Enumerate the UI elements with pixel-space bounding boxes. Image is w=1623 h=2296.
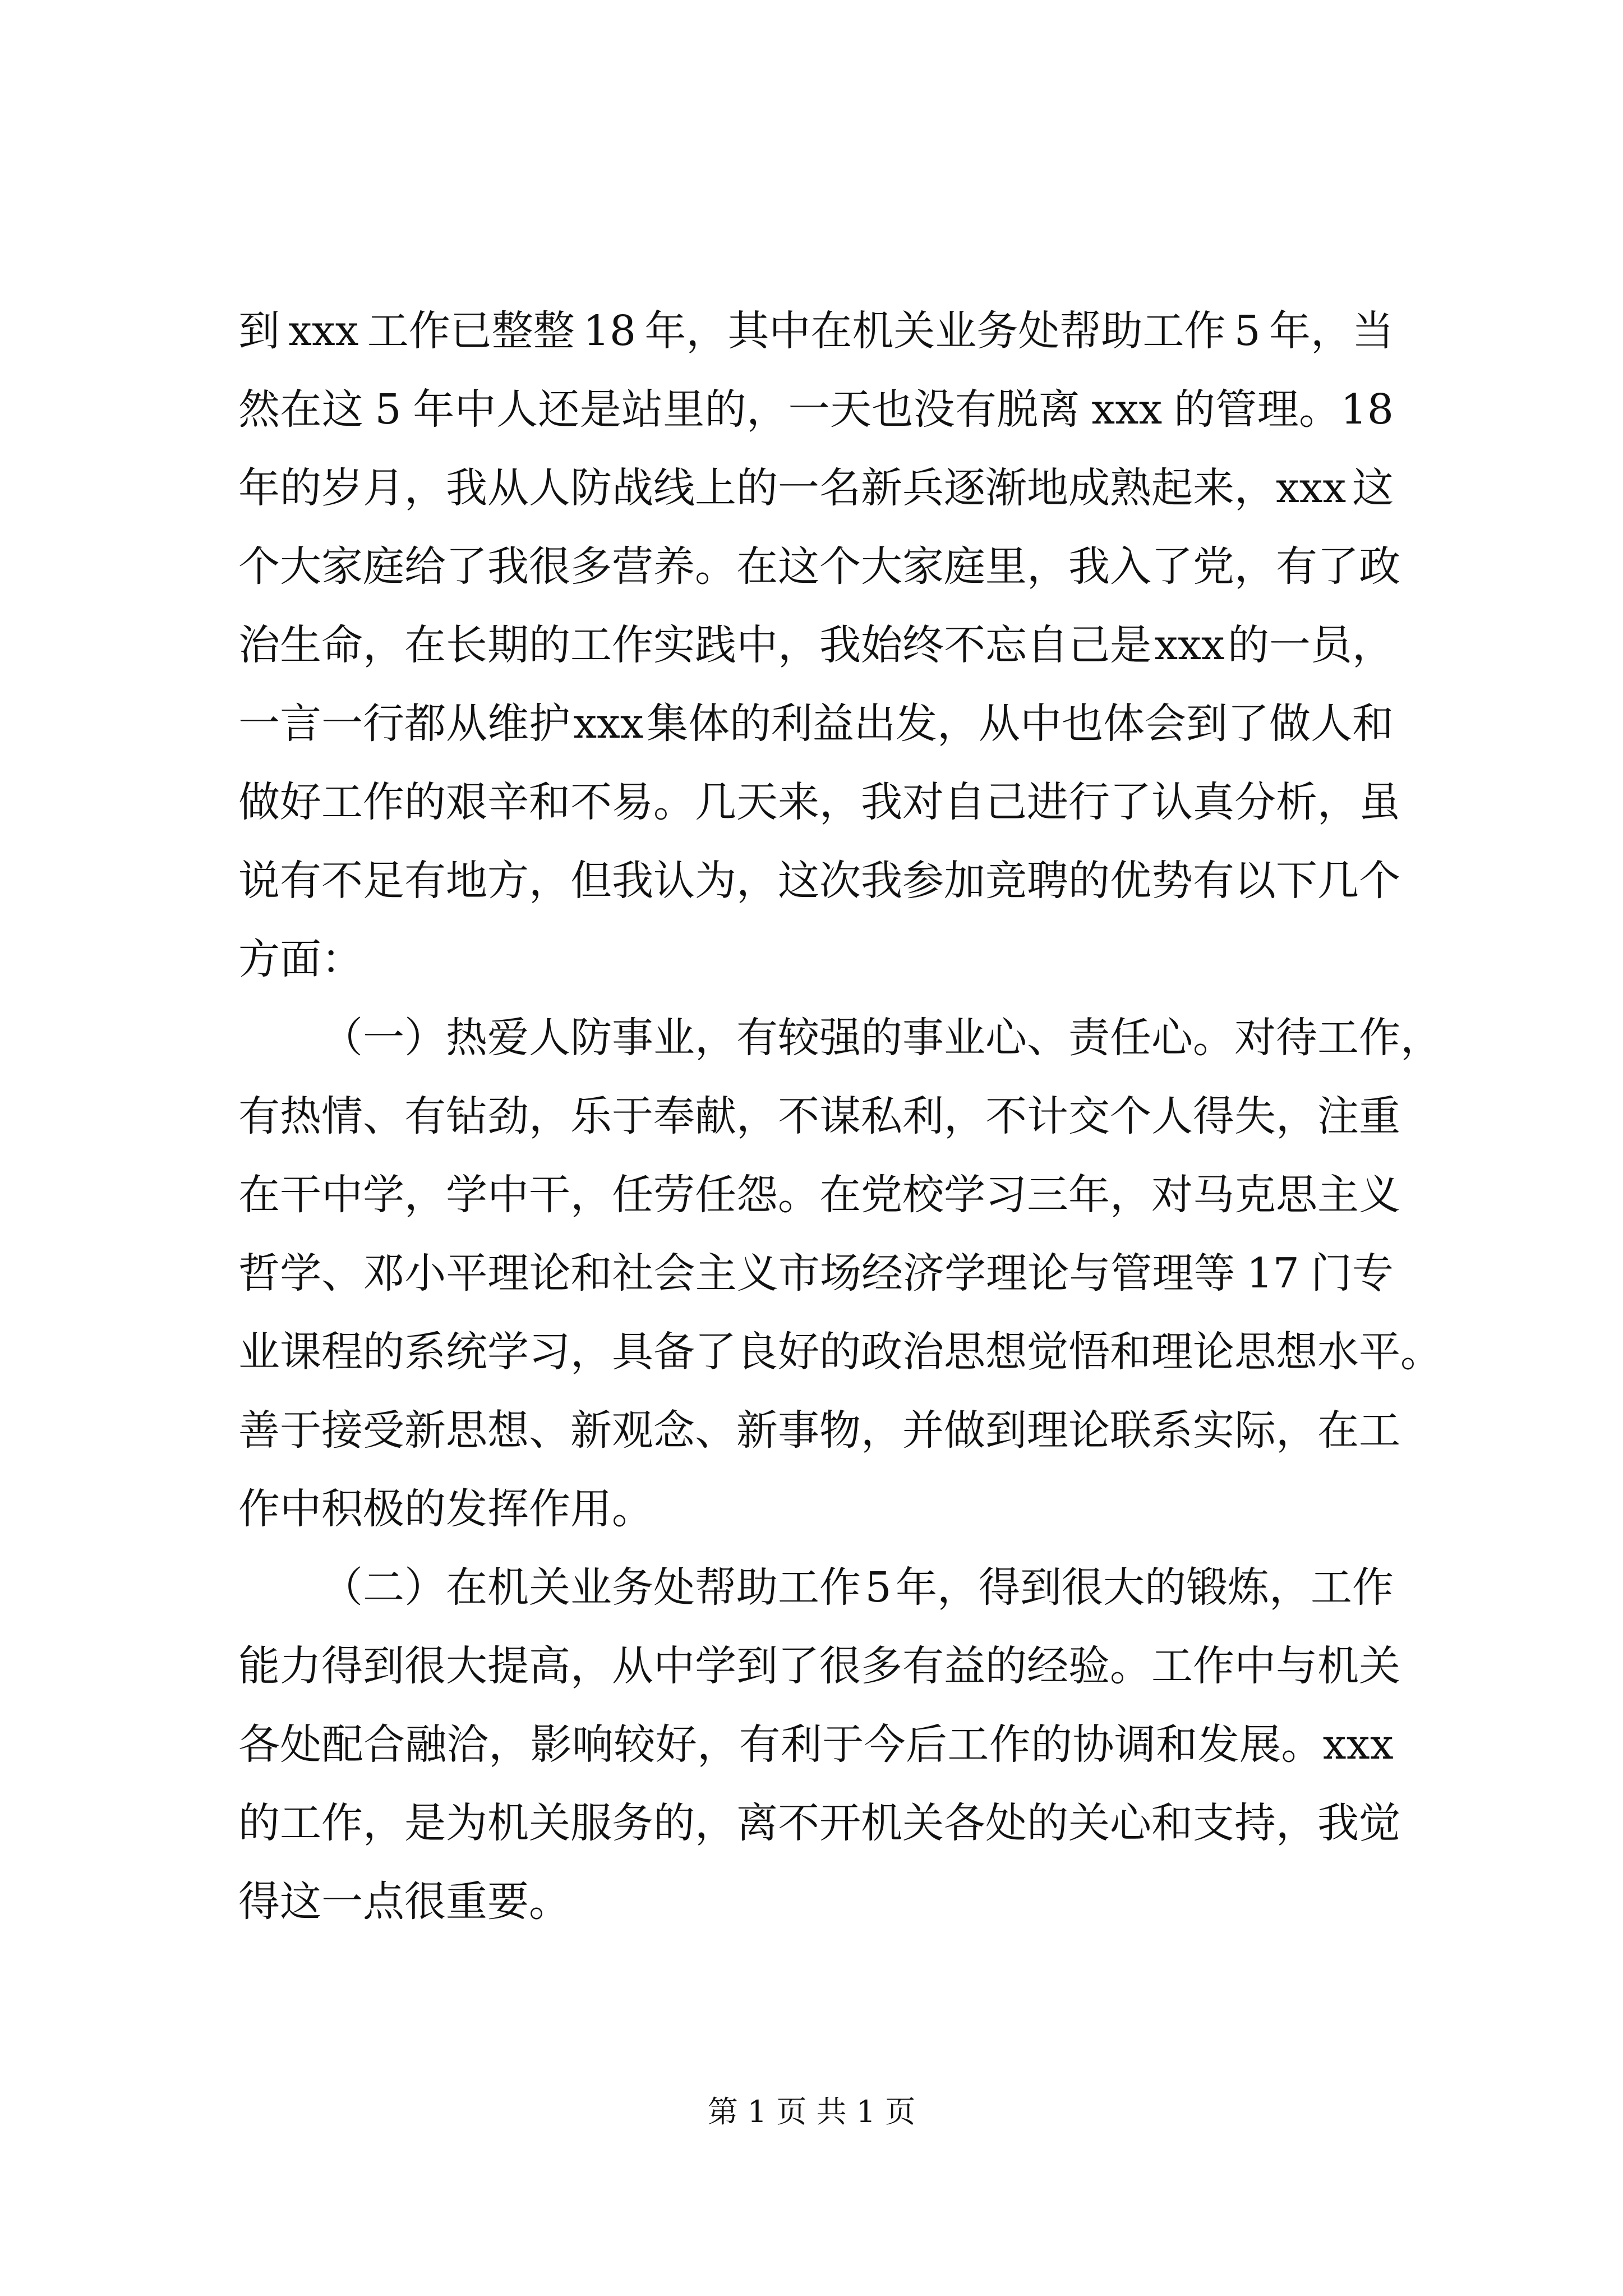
text-line: 作中积极的发挥作用。 <box>238 1485 653 1533</box>
text-line: （ 一 ） 热 爱 人 防 事 业 ， 有 较 强 的 事 业 心 、 责 任 心 。 对 待 工 作 ， <box>321 1014 1442 1062</box>
text-line: 得这一点很重要。 <box>238 1878 570 1926</box>
text-line: 能 力 得 到 很 大 提 高 ， 从 中 学 到 了 很 多 有 益 的 经 验 。 工 作 中 与 机 关 <box>238 1642 1400 1690</box>
page-footer: 第 1 页 共 1 页 <box>707 2094 916 2129</box>
text-line: 个 大 家 庭 给 了 我 很 多 营 养 。 在 这 个 大 家 庭 里 ， 我 入 了 党 ， 有 了 政 <box>238 542 1400 591</box>
text-line: 哲 学 、 邓 小 平 理 论 和 社 会 主 义 市 场 经 济 学 理 论 与 管 理 等 1 7 门 专 <box>238 1249 1394 1297</box>
text-line: 各 处 配 合 融 洽 ， 影 响 较 好 ， 有 利 于 今 后 工 作 的 协 调 和 发 展 。 x x x <box>238 1720 1394 1769</box>
text-line: 说 有 不 足 有 地 方 ， 但 我 认 为 ， 这 次 我 参 加 竞 聘 的 优 势 有 以 下 几 个 <box>238 857 1400 905</box>
text-line: 的 工 作 ， 是 为 机 关 服 务 的 ， 离 不 开 机 关 各 处 的 关 心 和 支 持 ， 我 觉 <box>238 1799 1400 1847</box>
text-line: 到 x x x 工 作 已 整 整 1 8 年 ， 其 中 在 机 关 业 务 处 帮 助 工 作 5 年 ， 当 <box>238 307 1394 355</box>
text-line: 然 在 这 5 年 中 人 还 是 站 里 的 ， 一 天 也 没 有 脱 离 x x x 的 管 理 。 1 8 <box>238 385 1394 434</box>
text-line: 业 课 程 的 系 统 学 习 ， 具 备 了 良 好 的 政 治 思 想 觉 悟 和 理 论 思 想 水 平 。 <box>238 1328 1442 1376</box>
text-line: 方面： <box>238 935 363 983</box>
text-line: 治 生 命 ， 在 长 期 的 工 作 实 践 中 ， 我 始 终 不 忘 自 己 是 x x x 的 一 员 ， <box>238 621 1394 669</box>
text-line: 在 干 中 学 ， 学 中 干 ， 任 劳 任 怨 。 在 党 校 学 习 三 年 ， 对 马 克 思 主 义 <box>238 1171 1400 1219</box>
text-line: 年 的 岁 月 ， 我 从 人 防 战 线 上 的 一 名 新 兵 逐 渐 地 成 熟 起 来 ， x x x 这 <box>238 464 1394 512</box>
paragraph <box>238 1548 1400 1941</box>
document-body <box>238 292 1442 1941</box>
paragraph <box>238 292 1400 999</box>
text-line: 做 好 工 作 的 艰 辛 和 不 易 。 几 天 来 ， 我 对 自 己 进 行 了 认 真 分 析 ， 虽 <box>238 778 1400 826</box>
text-line: （ 二 ） 在 机 关 业 务 处 帮 助 工 作 5 年 ， 得 到 很 大 的 锻 炼 ， 工 作 <box>321 1563 1394 1612</box>
text-line: 一 言 一 行 都 从 维 护 x x x 集 体 的 利 益 出 发 ， 从 中 也 体 会 到 了 做 人 和 <box>238 700 1394 748</box>
text-line: 有 热 情 、 有 钻 劲 ， 乐 于 奉 献 ， 不 谋 私 利 ， 不 计 交 个 人 得 失 ， 注 重 <box>238 1092 1400 1140</box>
text-line: 善 于 接 受 新 思 想 、 新 观 念 、 新 事 物 ， 并 做 到 理 论 联 系 实 际 ， 在 工 <box>238 1406 1400 1455</box>
paragraph <box>238 999 1442 1548</box>
